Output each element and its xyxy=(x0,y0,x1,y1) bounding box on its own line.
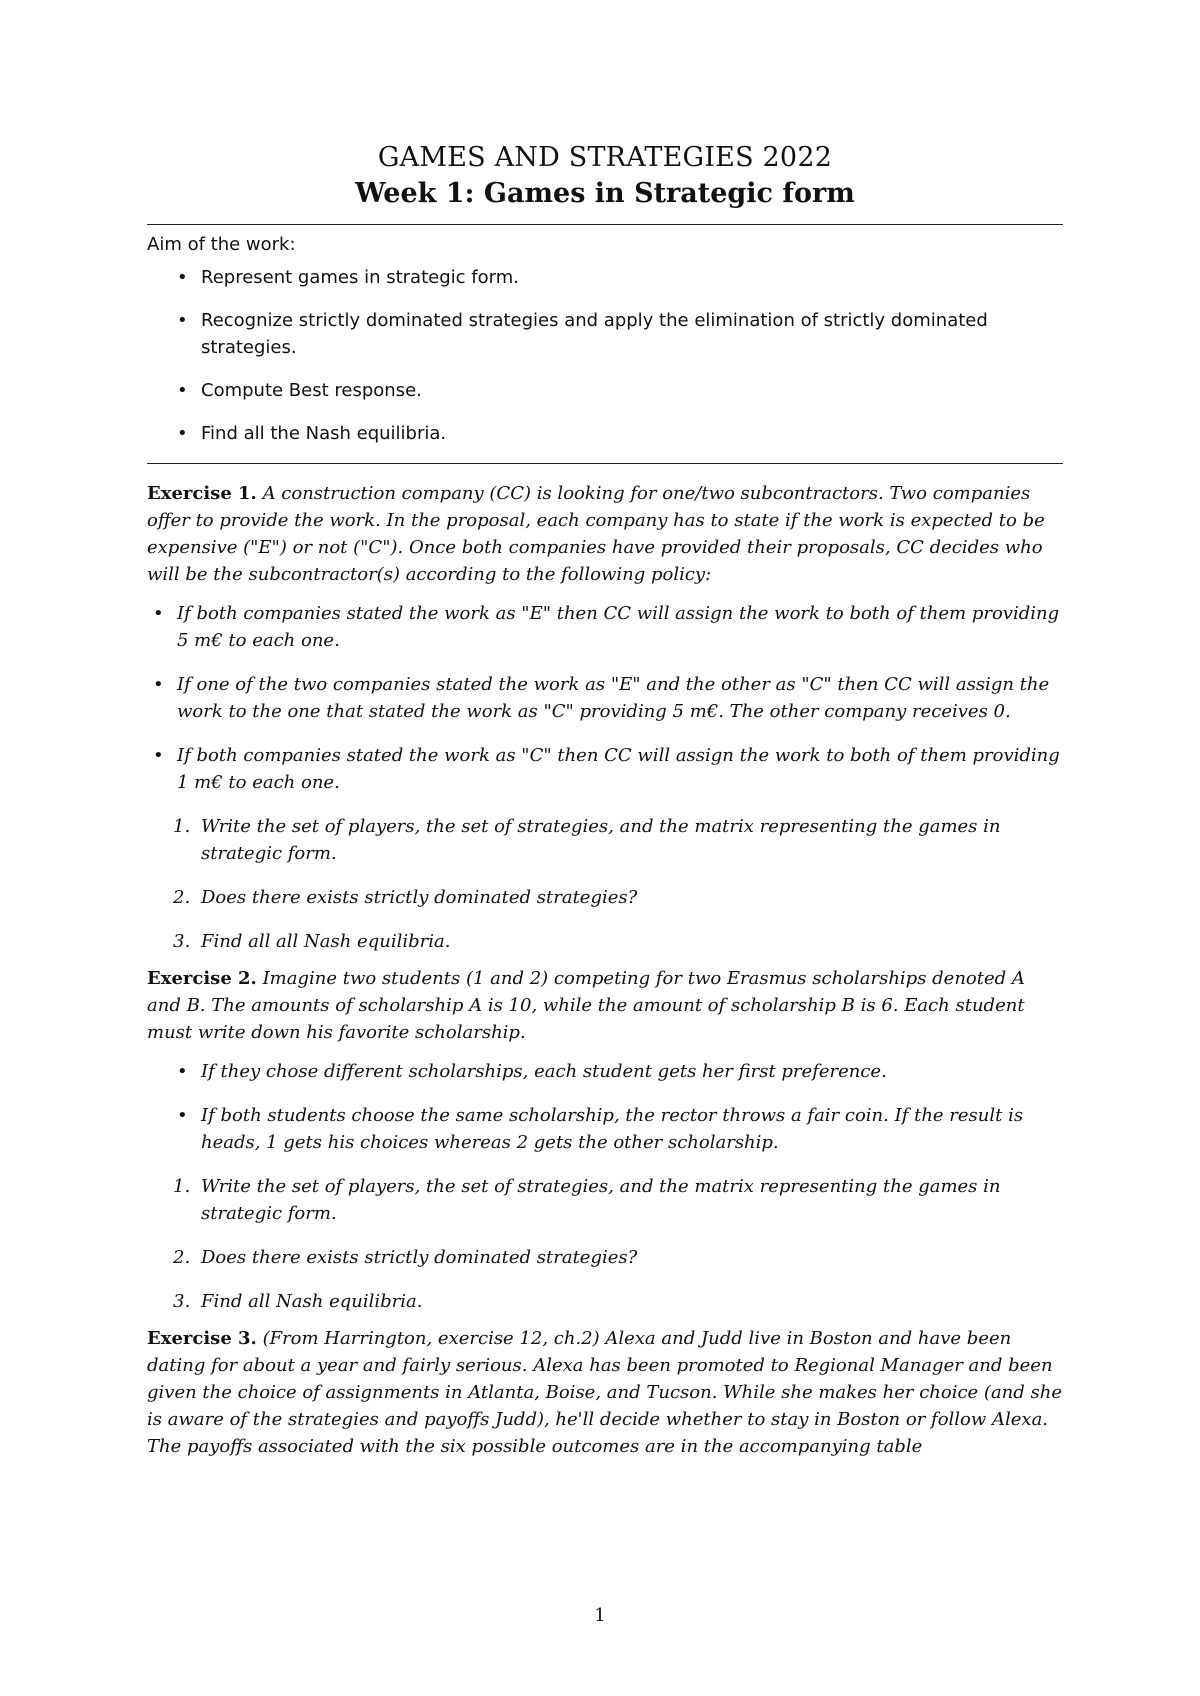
question-item xyxy=(147,928,1063,955)
exercise-1-questions xyxy=(147,813,1063,955)
exercise-2-rules-list xyxy=(147,1058,1063,1156)
question-number: 3. xyxy=(173,1291,191,1312)
page-number: 1 xyxy=(594,1605,606,1626)
exercise-3-paragraph xyxy=(147,1325,1063,1460)
question-item xyxy=(147,1288,1063,1315)
exercise-2 xyxy=(147,965,1063,1315)
question-item xyxy=(147,813,1063,867)
aim-item: • Recognize strictly dominated strategies and apply the elimination of strictly dominated strategies. xyxy=(147,307,1063,361)
policy-item: • If both companies stated the work as "C" then CC will assign the work to both of them providing 1 m€ to each one. xyxy=(147,742,1063,796)
question-item xyxy=(147,1173,1063,1227)
aim-item: • Represent games in strategic form. xyxy=(147,264,1063,291)
rule-item: • If both students choose the same scholarship, the rector throws a fair coin. If the result is heads, 1 gets his choices whereas 2 gets the other scholarship. xyxy=(147,1102,1063,1156)
exercise-1-intro: A construction company (CC) is looking for one/two subcontractors. Two companies offer to provide the work. In the proposal, each company has to state if the work is expected to be expensive ("E") or not ("C"). Once both companies have provided their proposals, CC decides who will be the subcontractor(s) according to the following policy: xyxy=(147,483,1045,585)
question-text: Find all all Nash equilibria. xyxy=(201,931,451,952)
policy-item: • If both companies stated the work as "E" then CC will assign the work to both of them providing 5 m€ to each one. xyxy=(147,600,1063,654)
bottom-rule xyxy=(147,463,1063,464)
question-number: 2. xyxy=(173,887,191,908)
policy-item: • If one of the two companies stated the work as "E" and the other as "C" then CC will assign the work to the one that stated the work as "C" providing 5 m€. The other company receives 0. xyxy=(147,671,1063,725)
exercise-3-intro: (From Harrington, exercise 12, ch.2) Alexa and Judd live in Boston and have been dating for about a year and fairly serious. Alexa has been promoted to Regional Manager and been given the choice of assignments in Atlanta, Boise, and Tucson. While she makes her choice (and she is aware of the strategies and payoffs Judd), he'll decide whether to stay in Boston or follow Alexa. The payoffs associated with the six possible outcomes are in the accompanying table xyxy=(147,1328,1063,1457)
aim-item: • Find all the Nash equilibria. xyxy=(147,420,1063,447)
aim-label: Aim of the work: xyxy=(147,234,296,255)
exercise-1-label: Exercise 1. xyxy=(147,483,257,504)
exercise-2-paragraph xyxy=(147,965,1063,1046)
exercise-3-label: Exercise 3. xyxy=(147,1328,257,1349)
question-text: Does there exists strictly dominated strategies? xyxy=(201,1247,638,1268)
document-subtitle: Week 1: Games in Strategic form xyxy=(355,178,855,209)
exercise-2-questions xyxy=(147,1173,1063,1315)
exercise-2-label: Exercise 2. xyxy=(147,968,257,989)
exercise-1-policy-list xyxy=(147,600,1063,796)
rule-item: • If they chose different scholarships, each student gets her first preference. xyxy=(147,1058,1063,1085)
question-number: 1. xyxy=(173,816,191,837)
exercise-2-intro: Imagine two students (1 and 2) competing for two Erasmus scholarships denoted A and B. The amounts of scholarship A is 10, while the amount of scholarship B is 6. Each student must write down his favorite scholarship. xyxy=(147,968,1025,1043)
question-item xyxy=(147,884,1063,911)
question-number: 1. xyxy=(173,1176,191,1197)
page-content xyxy=(147,130,1063,1460)
question-number: 3. xyxy=(173,931,191,952)
question-text: Find all Nash equilibria. xyxy=(201,1291,423,1312)
question-item xyxy=(147,1244,1063,1271)
aim-item: • Compute Best response. xyxy=(147,377,1063,404)
aim-list xyxy=(147,264,1063,447)
question-text: Does there exists strictly dominated strategies? xyxy=(201,887,638,908)
question-text: Write the set of players, the set of strategies, and the matrix representing the games in strategic form. xyxy=(201,816,1001,864)
exercise-1-paragraph xyxy=(147,480,1063,588)
exercise-3 xyxy=(147,1325,1063,1460)
question-text: Write the set of players, the set of strategies, and the matrix representing the games in strategic form. xyxy=(201,1176,1001,1224)
exercise-1 xyxy=(147,480,1063,955)
question-number: 2. xyxy=(173,1247,191,1268)
aim-section xyxy=(147,225,1063,463)
document-title: GAMES AND STRATEGIES 2022 xyxy=(377,142,833,173)
